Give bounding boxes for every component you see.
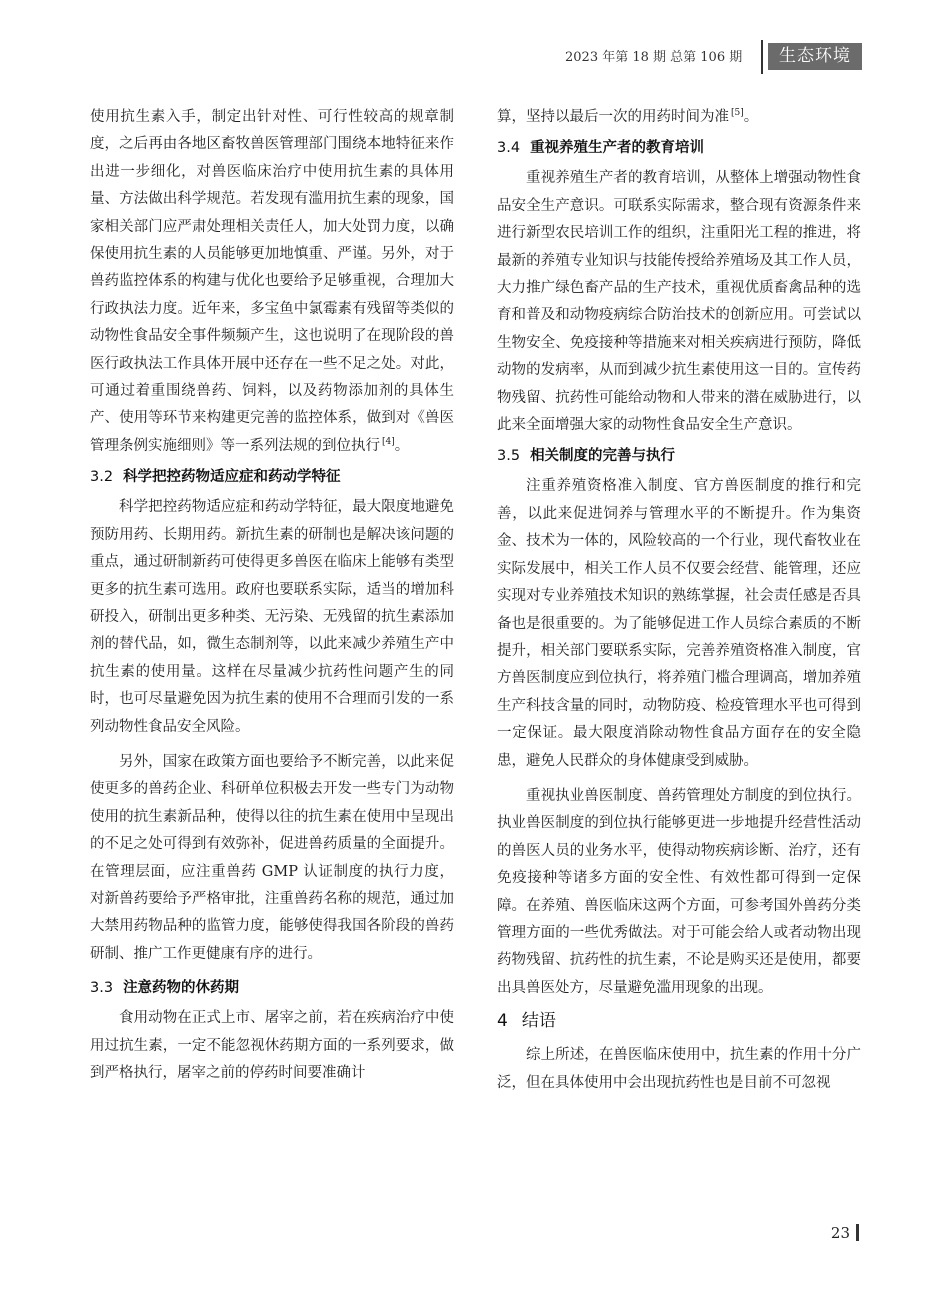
citation-4[interactable]: [4] bbox=[382, 437, 395, 448]
citation-5[interactable]: [5] bbox=[731, 108, 744, 119]
paragraph-intro: 使用抗生素入手，制定出针对性、可行性较高的规章制度，之后再由各地区畜牧兽医管理部门围绕本地特征来作出进一步细化，对兽医临床治疗中使用抗生素的具体用量、方法做出科学规范。若发现有滥用抗生素的现象，国家相关部门应严肃处理相关责任人，加大处罚力度，以确保使用抗生素的人员能够更加地慎重、严谨。另外，对于兽药监控体系的构建与优化也要给予足够重视，合理加大行政执法力度。近年来，多宝鱼中氯霉素有残留等类似的动物性食品安全事件频频产生，这也说明了在现阶段的兽医行政执法工作具体开展中还存在一些不足之处。对此，可通过着重围绕兽药、饲料，以及药物添加剂的具体生产、使用等环节来构建更完善的监控体系，做到对《兽医管理条例实施细则》等一系列法规的到位执行 [4]。 bbox=[90, 109, 454, 454]
page-number: 23 bbox=[830, 1224, 850, 1242]
heading-3-3: 3.3 注意药物的休药期 bbox=[90, 980, 240, 997]
paragraph-3-5-b: 重视执业兽医制度、兽药管理处方制度的到位执行。执业兽医制度的到位执行能够更进一步地提升经营性活动的兽医人员的业务水平，使得动物疾病诊断、治疗，还有免疫接种等诸多方面的安全性、有效性都可得到一定保障。在养殖、兽医临床这两个方面，可参考国外兽药分类管理方面的一些优秀做法。对于可能会给人或者动物出现药物残留、抗药性的抗生素，不论是购买还是使用，都要出具兽医处方，尽量避免滥用现象的出现。 bbox=[497, 787, 861, 996]
heading-3-2: 3.2 科学把控药物适应症和药动学特征 bbox=[90, 469, 341, 486]
paragraph-3-2-b: 另外，国家在政策方面也要给予不断完善，以此来促使更多的兽药企业、科研单位积极去开发一些专门为动物使用的抗生素新品种，使得以往的抗生素在使用中呈现出的不足之处可得到有效弥补，促进兽药质量的全面提升。在管理层面，应注重兽药 GMP 认证制度的执行力度，对新兽药要给予严格审批，注重兽药名称的规范，通过加大禁用药物品种的监管力度，能够使得我国各阶段的兽药研制、推广工作更健康有序的进行。 bbox=[90, 753, 454, 962]
paragraph-3-2-a: 科学把控药物适应症和药动学特征，最大限度地避免预防用药、长期用药。新抗生素的研制也是解决该问题的重点，通过研制新药可使得更多兽医在临床上能够有类型更多的抗生素可选用。政府也要联系实际，适当的增加科研投入，研制出更多种类、无污染、无残留的抗生素添加剂的替代品，如，微生态制剂等，以此来减少养殖生产中抗生素的使用量。这样在尽量减少抗药性问题产生的同时，也可尽量避免因为抗生素的使用不合理而引发的一系列动物性食品安全风险。 bbox=[90, 499, 454, 735]
footer-bar bbox=[856, 1224, 859, 1241]
paragraph-4: 综上所述，在兽医临床使用中，抗生素的作用十分广泛，但在具体使用中会出现抗药性也是目前不可忽视 bbox=[497, 1047, 861, 1091]
issue-info: 2023 年第 18 期 总第 106 期 bbox=[565, 50, 743, 65]
paragraph-3-4: 重视养殖生产者的教育培训，从整体上增强动物性食品安全生产意识。可联系实际需求，整合现有资源条件来进行新型农民培训工作的组织，注重阳光工程的推进，将最新的养殖专业知识与技能传授给养殖场及其工作人员，大力推广绿色畜产品的生产技术，重视优质畜禽品种的选育和普及和动物疫病综合防治技术的创新应用。可尝试以生物安全、免疫接种等措施来对相关疾病进行预防，降低动物的发病率，从而到减少抗生素使用这一目的。宣传药物残留、抗药性可能给动物和人带来的潜在威胁进行，以此来全面增强大家的动物性食品安全生产意识。 bbox=[497, 170, 861, 434]
header-divider bbox=[761, 40, 763, 74]
paragraph-continued: 算，坚持以最后一次的用药时间为准 [5]。 bbox=[497, 108, 759, 125]
heading-3-5: 3.5 相关制度的完善与执行 bbox=[497, 448, 676, 465]
paragraph-3-5-a: 注重养殖资格准入制度、官方兽医制度的推行和完善，以此来促进饲养与管理水平的不断提升。作为集资金、技术为一体的，风险较高的一个行业，现代畜牧业在实际发展中，相关工作人员不仅要会经营、能管理，还应实现对专业养殖技术知识的熟练掌握，社会责任感是否具备也是很重要的。为了能够促进工作人员综合素质的不断提升，相关部门要联系实际，完善养殖资格准入制度，官方兽医制度应到位执行，将养殖门槛合理调高，增加养殖生产科技含量的同时，动物防疫、检疫管理水平也可得到一定保证。最大限度消除动物性食品方面存在的安全隐患，避免人民群众的身体健康受到威胁。 bbox=[497, 478, 861, 769]
heading-4: 4 结语 bbox=[497, 1011, 556, 1032]
section-tag: 生态环境 bbox=[768, 43, 862, 70]
right-column bbox=[497, 104, 861, 1097]
paragraph-3-3: 食用动物在正式上市、屠宰之前，若在疾病治疗中使用过抗生素，一定不能忽视休药期方面的一系列要求，做到严格执行，屠宰之前的停药时间要准确计 bbox=[90, 1010, 454, 1081]
heading-3-4: 3.4 重视养殖生产者的教育培训 bbox=[497, 140, 705, 157]
left-column bbox=[90, 104, 454, 1087]
